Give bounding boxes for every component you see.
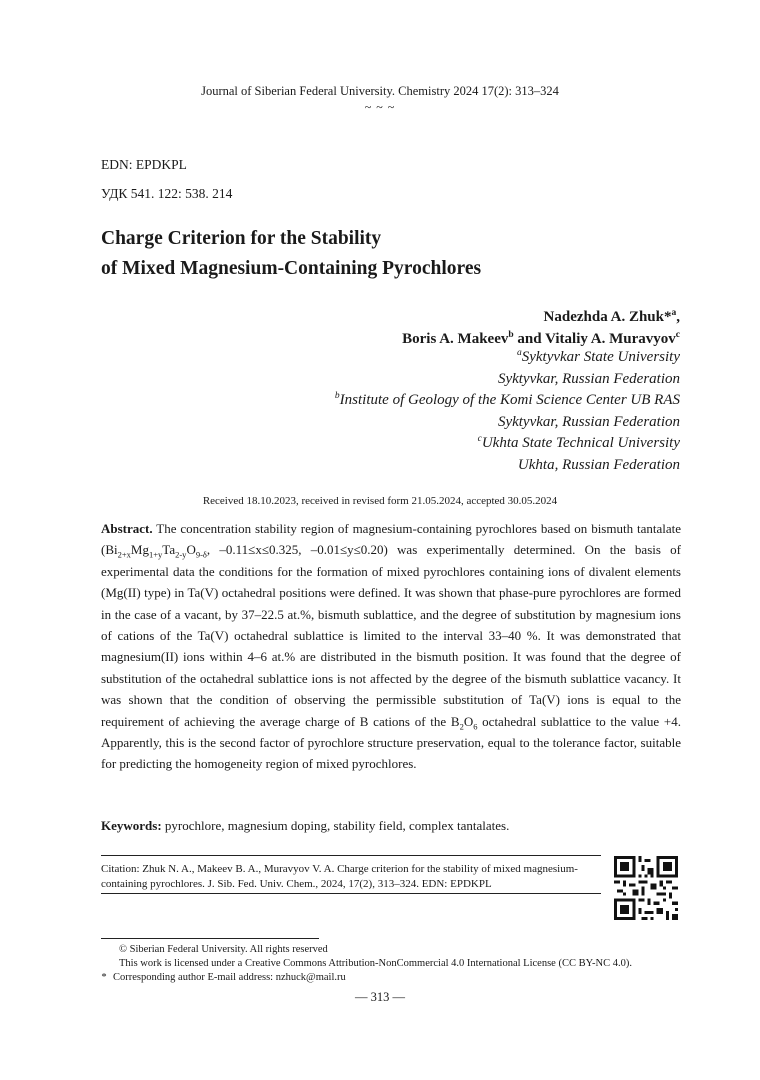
- citation-bottom-rule: [101, 893, 601, 894]
- author-2-affil: b: [508, 330, 514, 340]
- udk-code: УДК 541. 122: 538. 214: [101, 186, 233, 201]
- copyright-notice: © Siberian Federal University. All rights reserved: [119, 944, 328, 955]
- affiliation-list: [335, 347, 680, 476]
- author-3-affil: c: [675, 330, 680, 340]
- formula-sub: 2-y: [175, 550, 187, 560]
- author-conjunction: and: [513, 331, 546, 347]
- formula-sub: 6: [473, 721, 478, 732]
- title-line-1: Charge Criterion for the Stability: [101, 228, 382, 249]
- footnote-rule: [101, 938, 319, 939]
- formula-sub: 1+y: [148, 550, 163, 560]
- edn-code: EDN: EPDKPL: [101, 157, 187, 172]
- keywords: [101, 818, 681, 834]
- author-1: Nadezhda A. Zhuk*: [543, 309, 672, 325]
- keywords-label: Keywords:: [101, 818, 162, 833]
- title-line-2: of Mixed Magnesium-Containing Pyrochlores: [101, 258, 482, 279]
- license-notice: This work is licensed under a Creative Commons Attribution-NonCommercial 4.0 International License (CC BY-NC 4.0).: [119, 958, 632, 969]
- formula-sub: 2: [459, 721, 464, 732]
- affiliation-b-name: Institute of Geology of the Komi Science Center UB RAS: [339, 392, 680, 408]
- affiliation-c-city: Ukhta, Russian Federation: [517, 456, 680, 473]
- author-2: Boris A. Makeev: [402, 331, 509, 347]
- corresponding-author-row: [101, 971, 632, 985]
- affiliation-b-org: [335, 390, 680, 412]
- abstract-text-2: , –0.11≤x≤0.325, –0.01≤y≤0.20) was experimentally determined. On the basis of experimental data the conditions for the formation of mixed pyrochlores containing ions of divalent elements (Mg(II) type) in Ta(V) octahedral positions were defined. It was shown that phase-pure pyrochlores are formed in the case of a vacant, by 37–22.5 at.%, bismuth sublattice, and the degree of substitution by magnesium ions of cations of the Ta(V) octahedral sublattice is limited to the interval 33–40 %. It was demonstrated that magnesium(II) ions within 4–6 at.% are distributed in the bismuth position. It was found that the degree of substitution of the octahedral sublattice ions is not affected by the degree of the bismuth sublattice vacancy. It was shown that the condition of observing the permissible substitution of Ta(V) ions is equal to the requirement of achieving the average charge of B cations of the B: [101, 542, 681, 729]
- affiliation-b-mark: b: [334, 391, 340, 401]
- corresponding-author: Corresponding author E-mail address: nzhuck@mail.ru: [113, 972, 346, 983]
- author-list: [402, 306, 680, 350]
- citation-top-rule: [101, 855, 601, 856]
- footnote-star: *: [101, 972, 107, 983]
- affiliation-a-org: [335, 347, 680, 369]
- author-3: Vitaliy A. Muravyov: [545, 331, 676, 347]
- affiliation-b-city: Syktyvkar, Russian Federation: [497, 413, 680, 430]
- paper-title: [101, 224, 481, 284]
- keywords-text: pyrochlore, magnesium doping, stability field, complex tantalates.: [161, 818, 510, 833]
- abstract-text-1: The concentration stability region of magnesium-containing pyrochlores based on bismuth tantalate (Bi: [101, 521, 681, 558]
- header-ornament: ~ ~ ~: [364, 100, 396, 114]
- author-1-affil: a: [671, 308, 677, 318]
- affiliation-a-mark: a: [516, 348, 522, 358]
- formula-element: O: [186, 542, 196, 558]
- affiliation-c-name: Ukhta State Technical University: [481, 435, 680, 451]
- received-dates: Received 18.10.2023, received in revised form 21.05.2024, accepted 30.05.2024: [202, 495, 558, 507]
- page-number: — 313 —: [355, 990, 405, 1004]
- abstract: [101, 518, 681, 775]
- affiliation-a-name: Syktyvkar State University: [521, 349, 680, 365]
- footnotes: [101, 943, 632, 985]
- formula-element: Ta: [162, 542, 176, 558]
- affiliation-c-org: [335, 433, 680, 455]
- affiliation-c-mark: c: [477, 434, 482, 444]
- affiliation-a-city: Syktyvkar, Russian Federation: [497, 370, 680, 387]
- formula-element: Mg: [130, 542, 149, 558]
- abstract-text-3: octahedral sublattice to the value +4. Apparently, this is the second factor of pyrochlore structure preservation, equal to the tolerance factor, suitable for predicting the homogeneity region of mixed pyrochlores.: [101, 713, 681, 772]
- formula-sub: 9-δ: [195, 550, 207, 560]
- journal-header: Journal of Siberian Federal University. Chemistry 2024 17(2): 313–324: [201, 84, 559, 98]
- formula-element: O: [463, 713, 474, 729]
- qr-code: [612, 856, 680, 920]
- author-separator: ,: [676, 309, 680, 325]
- citation: Citation: Zhuk N. A., Makeev B. A., Muravyov V. A. Charge criterion for the stability of mixed magnesium-containing pyrochlores. J. Sib. Fed. Univ. Chem., 2024, 17(2), 313–324. EDN: EPDKPL: [101, 863, 578, 890]
- abstract-label: Abstract.: [101, 521, 153, 536]
- formula-sub: 2+x: [117, 550, 131, 560]
- author-line-1: [402, 306, 680, 328]
